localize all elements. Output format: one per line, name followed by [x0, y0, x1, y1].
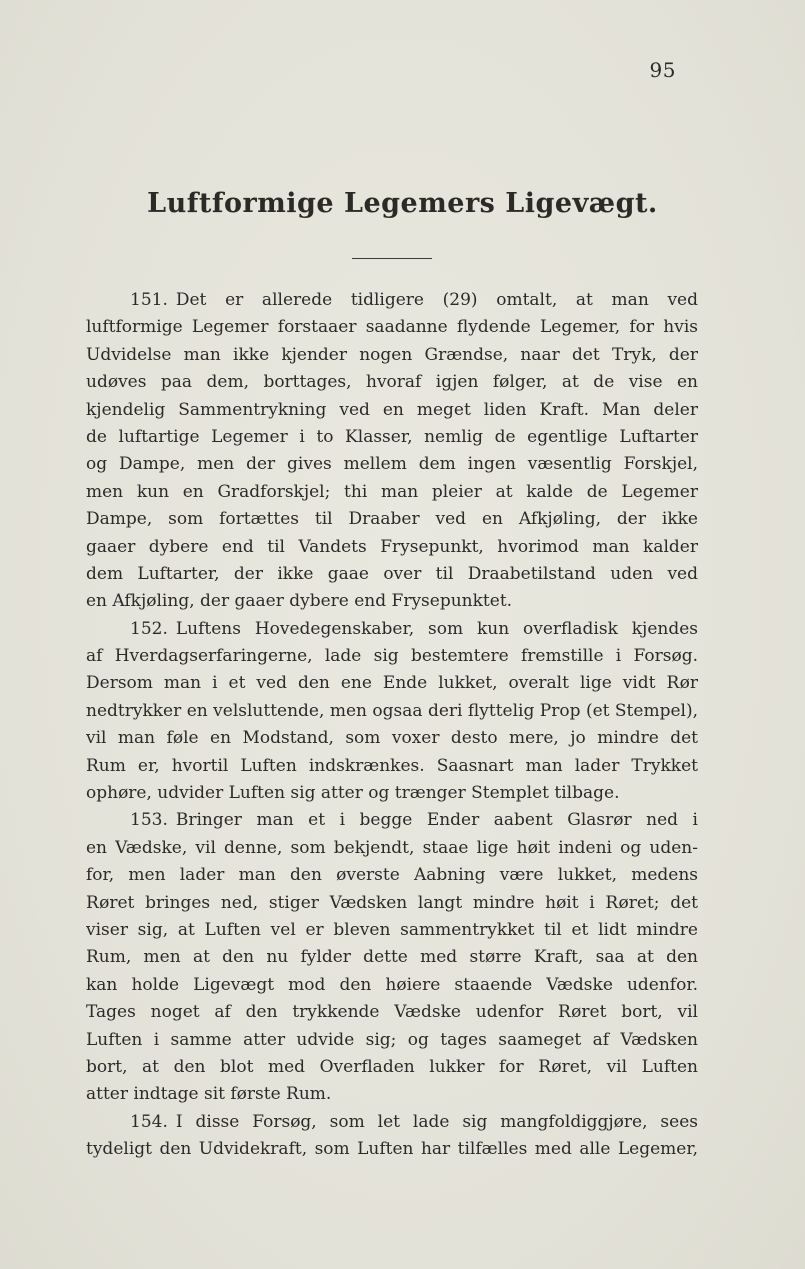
- text-line: viser sig, at Luften vel er bleven sammentrykket til et lidt mindre: [86, 919, 698, 940]
- line-text: I disse Forsøg, som let lade sig mangfoldiggjøre, sees: [175, 1111, 698, 1132]
- line-text: Luftens Hovedegenskaber, som kun overfladisk kjendes: [175, 618, 698, 639]
- text-line: [86, 616, 698, 643]
- text-line: Røret bringes ned, stiger Vædsken langt mindre høit i Røret; det: [86, 892, 698, 913]
- text-line: en Afkjøling, der gaaer dybere end Frysepunktet.: [86, 591, 513, 612]
- text-line: en Vædske, vil denne, som bekjendt, staae lige høit indeni og uden-: [86, 837, 698, 858]
- paragraph-number: 153.: [130, 810, 168, 831]
- text-line: [86, 1109, 698, 1136]
- text-line: tydeligt den Udvidekraft, som Luften har tilfælles med alle Legemer,: [86, 1139, 698, 1160]
- text-line: og Dampe, men der gives mellem dem ingen væsentlig Forskjel,: [86, 454, 698, 475]
- text-line: [86, 287, 698, 314]
- text-line: dem Luftarter, der ikke gaae over til Draabetilstand uden ved: [86, 563, 698, 584]
- text-line: Rum, men at den nu fylder dette med større Kraft, saa at den: [86, 947, 698, 968]
- text-line: Dampe, som fortættes til Draaber ved en Afkjøling, der ikke: [86, 509, 698, 530]
- text-line: af Hverdagserfaringerne, lade sig bestemtere fremstille i Forsøg.: [86, 646, 698, 667]
- text-line: Udvidelse man ikke kjender nogen Grændse, naar det Tryk, der: [86, 344, 698, 365]
- text-line: luftformige Legemer forstaaer saadanne flydende Legemer, for hvis: [86, 317, 698, 338]
- title-divider: [352, 258, 432, 259]
- text-line: Rum er, hvortil Luften indskrænkes. Saasnart man lader Trykket: [86, 755, 698, 776]
- text-line: de luftartige Legemer i to Klasser, nemlig de egentlige Luftarter: [86, 426, 698, 447]
- text-line: gaaer dybere end til Vandets Frysepunkt, hvorimod man kalder: [86, 536, 698, 557]
- text-line: nedtrykker en velsluttende, men ogsaa deri flyttelig Prop (et Stempel),: [86, 700, 698, 721]
- text-line: [86, 807, 698, 834]
- text-line: kan holde Ligevægt mod den høiere staaende Vædske udenfor.: [86, 974, 698, 995]
- text-line: bort, at den blot med Overfladen lukker for Røret, vil Luften: [86, 1056, 698, 1077]
- line-text: Bringer man et i begge Ender aabent Glasrør ned i: [175, 810, 698, 831]
- text-line: atter indtage sit første Rum.: [86, 1084, 332, 1105]
- line-text: Det er allerede tidligere (29) omtalt, at man ved: [175, 290, 698, 310]
- paragraph-number: 154.: [130, 1111, 168, 1132]
- paragraph-number: 152.: [130, 618, 168, 639]
- chapter-title: Luftformige Legemers Ligevægt.: [147, 188, 658, 219]
- page-number: 95: [649, 58, 676, 82]
- text-line: kjendelig Sammentrykning ved en meget liden Kraft. Man deler: [86, 399, 698, 420]
- text-line: Dersom man i et ved den ene Ende lukket, overalt lige vidt Rør: [86, 673, 698, 694]
- paragraph-number: 151.: [130, 290, 168, 310]
- text-line: Tages noget af den trykkende Vædske udenfor Røret bort, vil: [86, 1002, 698, 1023]
- text-line: udøves paa dem, borttages, hvoraf igjen følger, at de vise en: [86, 372, 698, 393]
- text-line: vil man føle en Modstand, som voxer desto mere, jo mindre det: [86, 728, 698, 749]
- body-text: [86, 287, 698, 1164]
- text-line: men kun en Gradforskjel; thi man pleier at kalde de Legemer: [86, 481, 698, 502]
- text-line: Luften i samme atter udvide sig; og tages saameget af Vædsken: [86, 1029, 698, 1050]
- text-line: ophøre, udvider Luften sig atter og trænger Stemplet tilbage.: [86, 783, 620, 804]
- text-line: for, men lader man den øverste Aabning være lukket, medens: [86, 865, 698, 886]
